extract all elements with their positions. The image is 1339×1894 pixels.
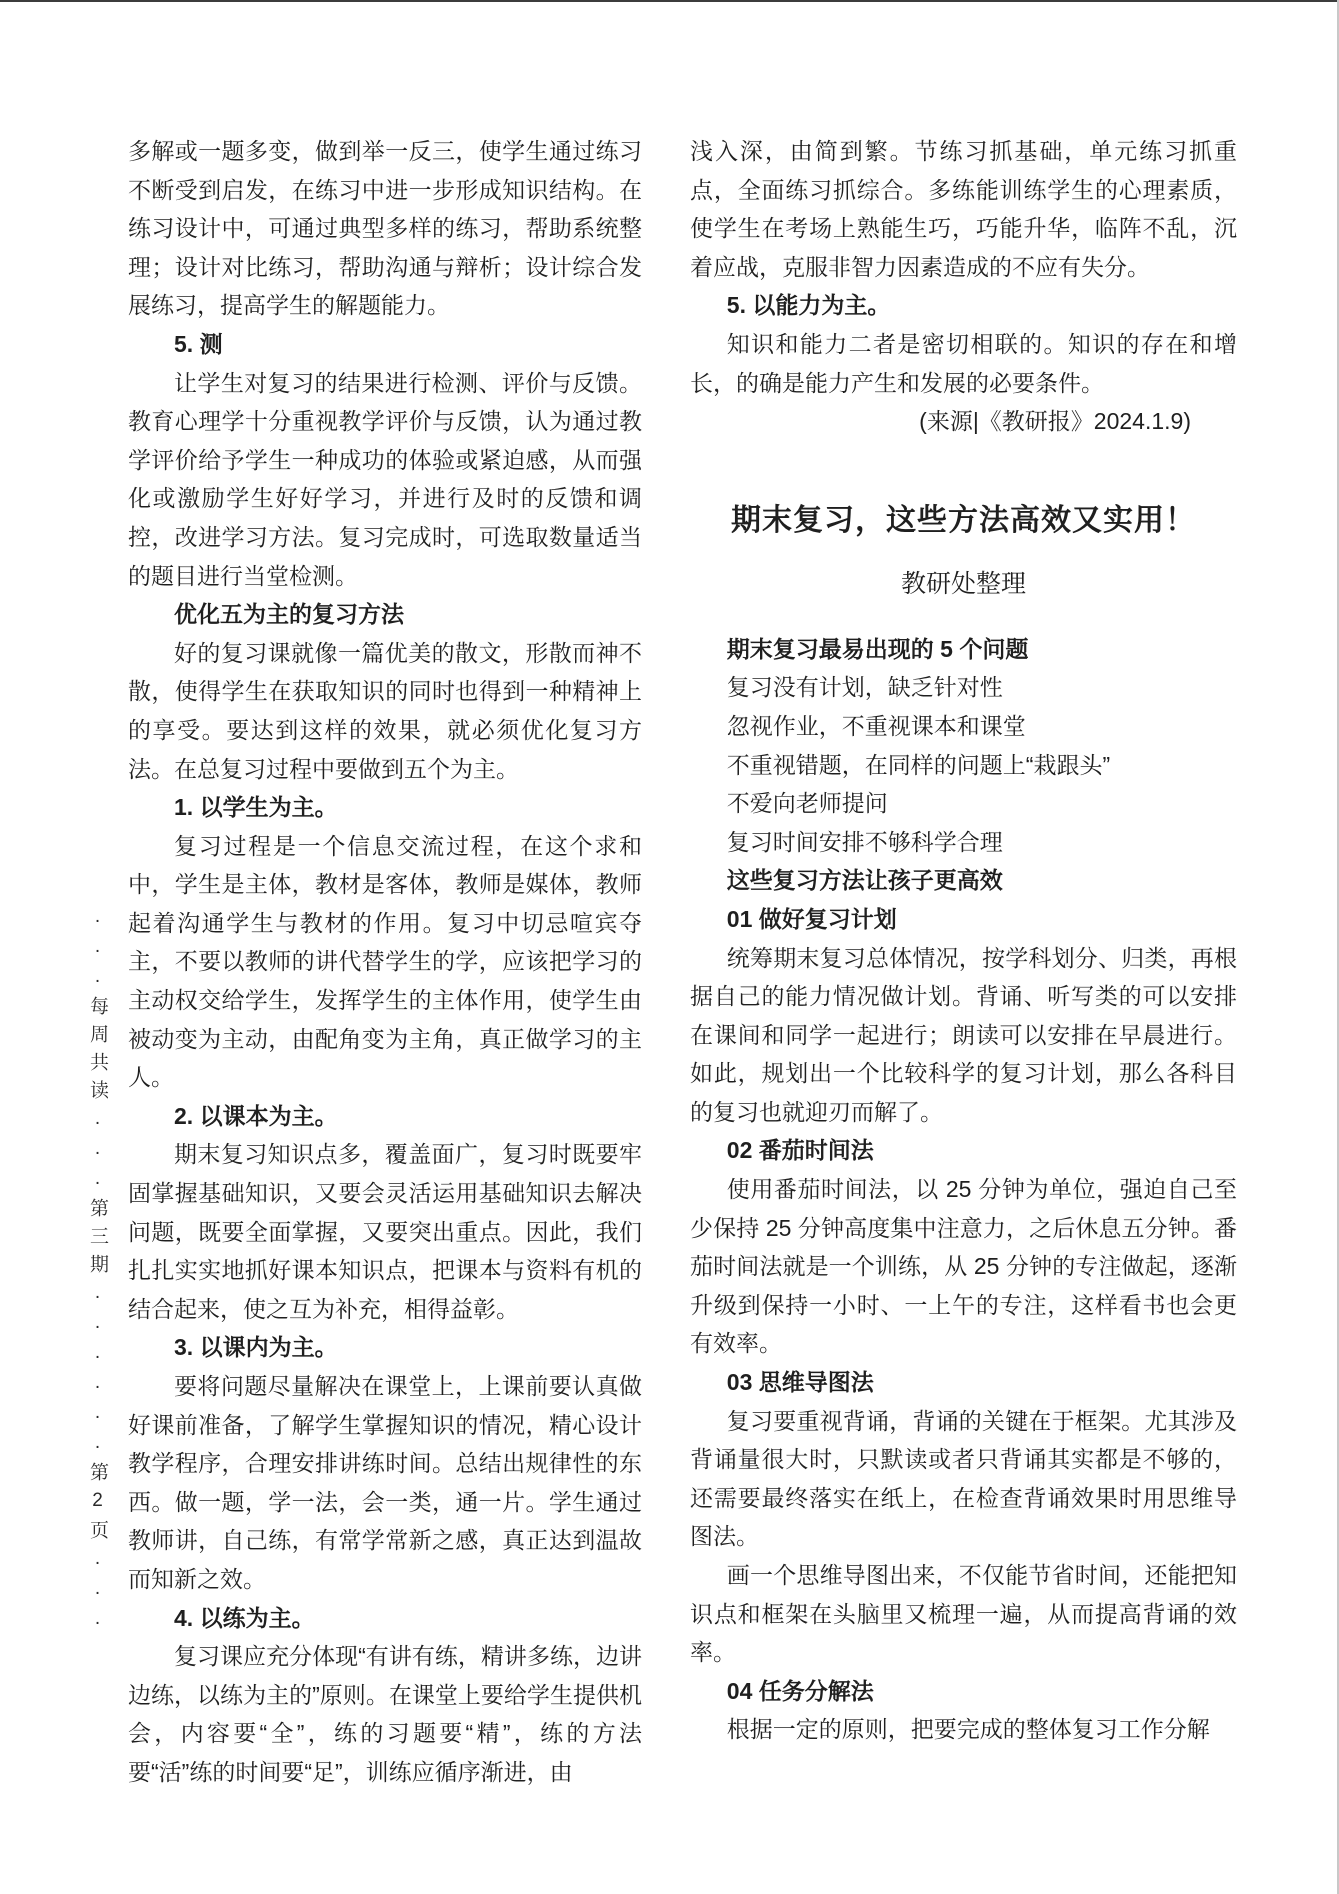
list-item: 复习时间安排不够科学合理 <box>726 828 1003 855</box>
section-heading: 5. 以能力为主。 <box>726 292 891 319</box>
section-heading: 02 番茄时间法 <box>726 1137 874 1164</box>
article-title: 期末复习，这些方法高效又实用！ <box>731 503 1196 537</box>
section-heading: 4. 以练为主。 <box>174 1604 315 1631</box>
paragraph: 使用番茄时间法，以 25 分钟为单位，强迫自己至少保持 25 分钟高度集中注意力，之后休息五分钟。番茄时间法就是一个训练，从 25 分钟的专注做起，逐渐升级到保持一小时、一上午的专注，这样看书也会更有效率。 <box>690 1176 1237 1357</box>
list-item: 不爱向老师提问 <box>726 790 888 817</box>
paragraph: 复习要重视背诵，背诵的关键在于框架。尤其涉及背诵量很大时，只默读或者只背诵其实都是不够的，还需要最终落实在纸上，在检查背诵效果时用思维导图法。 <box>690 1407 1237 1550</box>
list-item: 忽视作业，不重视课本和课堂 <box>726 712 1026 739</box>
section-heading: 5. 测 <box>174 330 223 357</box>
left-column <box>128 132 642 1792</box>
paragraph: 期末复习知识点多，覆盖面广，复习时既要牢固掌握基础知识，又要会灵活运用基础知识去解决问题，既要全面掌握，又要突出重点。因此，我们扎扎实实地抓好课本知识点，把课本与资料有机的结合起来，使之互为补充，相得益彰。 <box>128 1141 642 1322</box>
section-heading: 优化五为主的复习方法 <box>174 601 404 628</box>
paragraph: 多解或一题多变，做到举一反三，使学生通过练习不断受到启发，在练习中进一步形成知识结构。在练习设计中，可通过典型多样的练习，帮助系统整理；设计对比练习，帮助沟通与辩析；设计综合发展练习，提高学生的解题能力。 <box>128 138 642 319</box>
section-heading: 2. 以课本为主。 <box>174 1102 338 1129</box>
paragraph: 复习课应充分体现“有讲有练，精讲多练，边讲边练，以练为主的”原则。在课堂上要给学生提供机会，内容要“全”，练的习题要“精”，练的方法要“活”练的时间要“足”，训练应循序渐进，由 <box>128 1643 642 1785</box>
section-heading: 1. 以学生为主。 <box>174 794 338 821</box>
source-attribution: (来源|《教研报》2024.1.9) <box>919 408 1191 435</box>
article-body <box>690 630 1237 1749</box>
paragraph: 画一个思维导图出来，不仅能节省时间，还能把知识点和框架在头脑里又梳理一遍，从而提高背诵的效率。 <box>690 1562 1237 1666</box>
section-heading: 03 思维导图法 <box>726 1369 874 1396</box>
page-top-edge-line <box>0 0 1339 2</box>
paragraph: 根据一定的原则，把要完成的整体复习工作分解 <box>726 1716 1210 1743</box>
right-column <box>690 132 1237 1749</box>
left-margin-vertical-label: ...每周共读...第三期......第2页... <box>87 906 108 1638</box>
paragraph: 要将问题尽量解决在课堂上，上课前要认真做好课前准备，了解学生掌握知识的情况，精心设计教学程序，合理安排讲练时间。总结出规律性的东西。做一题，学一法，会一类，通一片。学生通过教师讲，自己练，有常学常新之感，真正达到温故而知新之效。 <box>128 1373 642 1592</box>
paragraph: 让学生对复习的结果进行检测、评价与反馈。教育心理学十分重视教学评价与反馈，认为通过教学评价给予学生一种成功的体验或紧迫感，从而强化或激励学生好好学习，并进行及时的反馈和调控，改进学习方法。复习完成时，可选取数量适当的题目进行当堂检测。 <box>128 369 642 589</box>
section-heading: 这些复习方法让孩子更高效 <box>726 867 1003 894</box>
paragraph: 好的复习课就像一篇优美的散文，形散而神不散，使得学生在获取知识的同时也得到一种精神上的享受。要达到这样的效果，就必须优化复习方法。在总复习过程中要做到五个为主。 <box>128 639 642 782</box>
section-heading: 期末复习最易出现的 5 个问题 <box>726 635 1029 662</box>
article-byline: 教研处整理 <box>900 569 1026 598</box>
paragraph: 复习过程是一个信息交流过程，在这个求和中，学生是主体，教材是客体，教师是媒体，教师起着沟通学生与教材的作用。复习中切忌喧宾夺主，不要以教师的讲代替学生的学，应该把学习的主动权交给学生，发挥学生的主体作用，使学生由被动变为主动，由配角变为主角，真正做学习的主人。 <box>128 832 642 1091</box>
section-heading: 04 任务分解法 <box>726 1677 874 1704</box>
list-item: 不重视错题，在同样的问题上“栽跟头” <box>726 751 1111 778</box>
paragraph: 统筹期末复习总体情况，按学科划分、归类，再根据自己的能力情况做计划。背诵、听写类的可以安排在课间和同学一起进行；朗读可以安排在早晨进行。如此，规划出一个比较科学的复习计划，那么各科目的复习也就迎刃而解了。 <box>690 944 1237 1125</box>
paragraph: 知识和能力二者是密切相联的。知识的存在和增长，的确是能力产生和发展的必要条件。 <box>690 330 1237 396</box>
list-item: 复习没有计划，缺乏针对性 <box>726 674 1003 701</box>
section-heading: 01 做好复习计划 <box>726 905 897 932</box>
section-heading: 3. 以课内为主。 <box>174 1334 338 1361</box>
paragraph: 浅入深，由简到繁。节练习抓基础，单元练习抓重点，全面练习抓综合。多练能训练学生的心理素质，使学生在考场上熟能生巧，巧能升华，临阵不乱，沉着应战，克服非智力因素造成的不应有失分。 <box>690 138 1237 280</box>
